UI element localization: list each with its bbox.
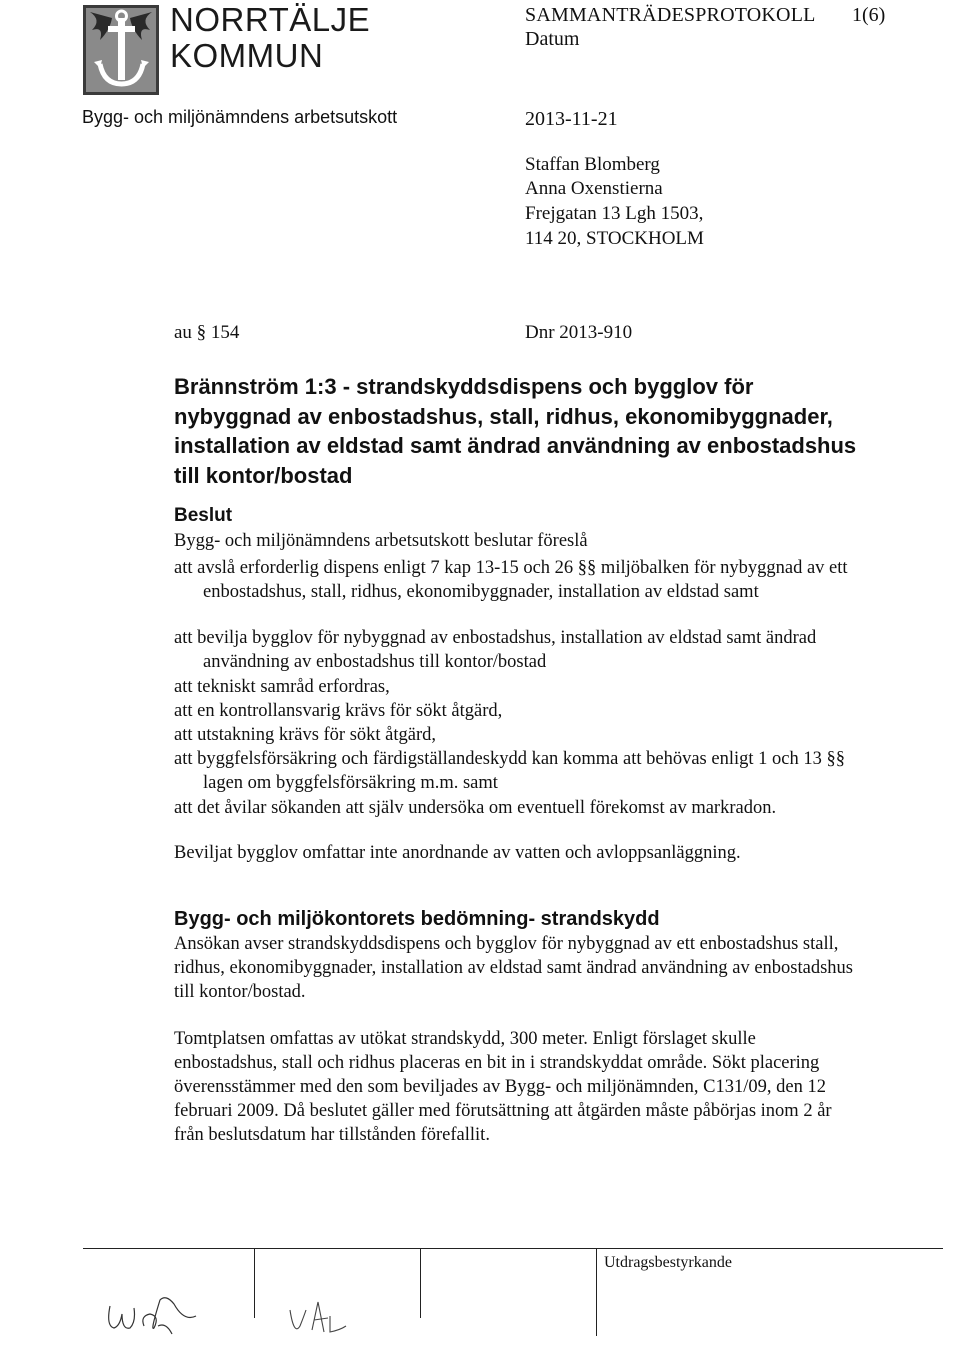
decision-line: enbostadshus, stall, ridhus, ekonomibyggnader, installation av eldstad samt (203, 582, 759, 602)
footer-divider (596, 1248, 597, 1336)
footer-rule (83, 1248, 943, 1249)
title-line: Brännström 1:3 - strandskyddsdispens och bygglov för (174, 374, 754, 399)
recipient-line: Frejgatan 13 Lgh 1503, (525, 203, 704, 224)
assessment-line: överensstämmer med den som beviljades av Bygg- och miljönämnden, C131/09, den 12 (174, 1077, 826, 1097)
document-type: SAMMANTRÄDESPROTOKOLL (525, 4, 816, 26)
assessment-line: Ansökan avser strandskyddsdispens och bygglov för nybyggnad av ett enbostadshus stall, (174, 934, 839, 954)
diary-number: Dnr 2013-910 (525, 322, 633, 343)
decision-line: att byggfelsförsäkring och färdigställandeskydd kan komma att behövas enligt 1 och 13 §§ (174, 749, 845, 769)
initials-signature-icon (100, 1286, 210, 1346)
decision-heading: Beslut (174, 505, 233, 526)
municipality-logo (82, 4, 160, 96)
decision-line: att bevilja bygglov för nybyggnad av enbostadshus, installation av eldstad samt ändrad (174, 628, 817, 648)
decision-line: att det åvilar sökanden att själv undersöka om eventuell förekomst av markradon. (174, 798, 777, 818)
case-title (174, 372, 944, 490)
assessment-line: enbostadshus, stall och ridhus placeras en bit in i strandskyddat område. Sökt placering (174, 1053, 820, 1073)
decision-note: Beviljat bygglov omfattar inte anordnande av vatten och avloppsanläggning. (174, 843, 741, 863)
paragraph-reference: au § 154 (174, 322, 240, 343)
date-label: Datum (525, 28, 580, 50)
assessment-line: från beslutsdatum har tillstånden förefallit. (174, 1125, 490, 1145)
initials-signature-icon (284, 1296, 404, 1346)
committee-name: Bygg- och miljönämndens arbetsutskott (82, 107, 398, 127)
assessment-line: till kontor/bostad. (174, 982, 306, 1002)
recipient-line: Anna Oxenstierna (525, 178, 663, 199)
coat-of-arms-icon (82, 4, 160, 96)
footer-divider (420, 1248, 421, 1318)
municipality-name-line2: KOMMUN (170, 37, 324, 74)
title-line: till kontor/bostad (174, 462, 353, 488)
meeting-date: 2013-11-21 (525, 108, 618, 130)
decision-line: användning av enbostadshus till kontor/bostad (203, 652, 547, 672)
assessment-heading: Bygg- och miljökontorets bedömning- strandskydd (174, 908, 660, 930)
decision-line: att avslå erforderlig dispens enligt 7 kap 13-15 och 26 §§ miljöbalken för nybyggnad av ett (174, 558, 848, 578)
recipient-line: Staffan Blomberg (525, 154, 660, 175)
municipality-name-line1: NORRTÄLJE (170, 1, 371, 38)
decision-line: Bygg- och miljönämndens arbetsutskott beslutar föreslå (174, 531, 588, 551)
footer-divider (254, 1248, 255, 1318)
decision-line: att tekniskt samråd erfordras, (174, 677, 390, 697)
assessment-line: februari 2009. Då beslutet gäller med förutsättning att åtgärden måste påbörjas inom 2 år (174, 1101, 832, 1121)
title-line: installation av eldstad samt ändrad användning av enbostadshus (174, 433, 857, 458)
assessment-line: Tomtplatsen omfattas av utökat strandskydd, 300 meter. Enligt förslaget skulle (174, 1029, 756, 1049)
municipality-name (170, 2, 370, 74)
decision-line: att en kontrollansvarig krävs för sökt åtgärd, (174, 701, 503, 721)
decision-line: att utstakning krävs för sökt åtgärd, (174, 725, 437, 745)
page-number: 1(6) (852, 4, 886, 26)
title-line: nybyggnad av enbostadshus, stall, ridhus, ekonomibyggnader, (174, 403, 833, 429)
assessment-line: ridhus, ekonomibyggnader, installation av eldstad samt ändrad användning av enbostadshus (174, 958, 853, 978)
certification-label: Utdragsbestyrkande (604, 1254, 732, 1271)
decision-line: lagen om byggfelsförsäkring m.m. samt (203, 773, 498, 793)
recipient-line: 114 20, STOCKHOLM (525, 228, 704, 249)
